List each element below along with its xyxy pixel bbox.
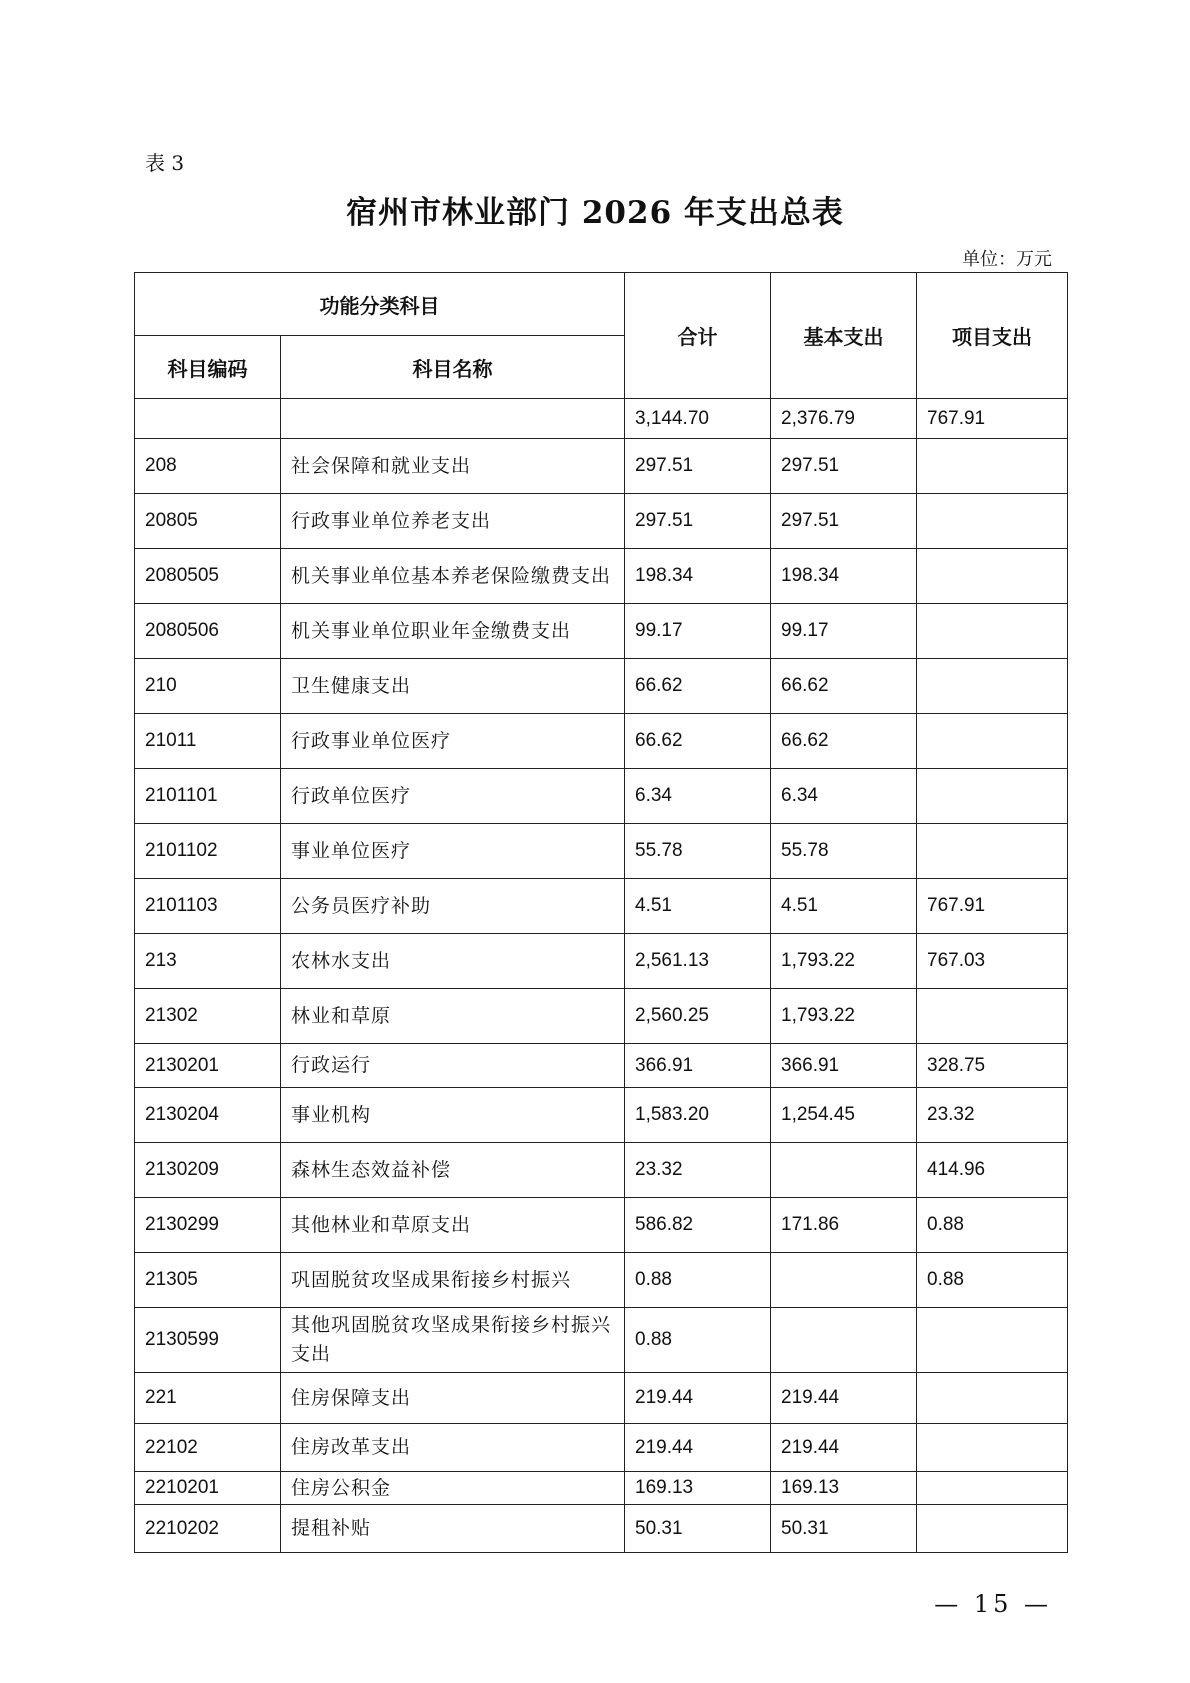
cell-total: 50.31 [625,1505,771,1553]
cell-subject-name: 其他林业和草原支出 [281,1198,625,1253]
cell-project-expenditure: 767.91 [917,879,1068,934]
cell-project-expenditure [917,604,1068,659]
cell-subject-name: 其他巩固脱贫攻坚成果衔接乡村振兴支出 [281,1308,625,1373]
table-row [135,1505,1068,1553]
cell-basic-expenditure: 297.51 [771,494,917,549]
page-number: — 15 — [934,1590,1052,1618]
cell-subject-code: 2130599 [135,1308,281,1373]
cell-project-expenditure: 0.88 [917,1198,1068,1253]
cell-basic-expenditure: 66.62 [771,714,917,769]
cell-total: 99.17 [625,604,771,659]
cell-subject-code: 21302 [135,989,281,1044]
cell-subject-code: 2080505 [135,549,281,604]
cell-subject-code: 208 [135,439,281,494]
cell-total: 366.91 [625,1044,771,1088]
table-row [135,989,1068,1044]
cell-subject-code: 213 [135,934,281,989]
cell-project-expenditure [917,549,1068,604]
cell-total: 297.51 [625,439,771,494]
cell-basic-expenditure: 50.31 [771,1505,917,1553]
table-row [135,1373,1068,1424]
cell-subject-name: 社会保障和就业支出 [281,439,625,494]
cell-total: 219.44 [625,1424,771,1472]
cell-project-expenditure [917,714,1068,769]
table-row [135,769,1068,824]
cell-project-expenditure [917,1373,1068,1424]
table-row [135,604,1068,659]
cell-subject-code: 2130201 [135,1044,281,1088]
table-row [135,439,1068,494]
table-row [135,1198,1068,1253]
table-label: 表 3 [145,151,185,175]
cell-total: 586.82 [625,1198,771,1253]
cell-subject-name: 机关事业单位基本养老保险缴费支出 [281,549,625,604]
cell-total: 297.51 [625,494,771,549]
cell-subject-code: 22102 [135,1424,281,1472]
cell-subject-name: 事业单位医疗 [281,824,625,879]
cell-basic-expenditure: 66.62 [771,659,917,714]
table-row [135,1424,1068,1472]
cell-subject-code: 2130299 [135,1198,281,1253]
cell-subject-code: 2101101 [135,769,281,824]
cell-project-expenditure [917,1308,1068,1373]
cell-subject-code: 210 [135,659,281,714]
cell-subject-code: 21011 [135,714,281,769]
table-body [135,399,1068,1553]
cell-project-expenditure [917,439,1068,494]
cell-total: 66.62 [625,714,771,769]
table-row [135,1308,1068,1373]
cell-total: 219.44 [625,1373,771,1424]
cell-subject-name: 行政事业单位医疗 [281,714,625,769]
cell-basic-expenditure [771,1143,917,1198]
cell-subject-code: 2101103 [135,879,281,934]
cell-project-expenditure [917,1472,1068,1505]
cell-subject-code: 2130204 [135,1088,281,1143]
cell-subject-name: 农林水支出 [281,934,625,989]
cell-total: 4.51 [625,879,771,934]
cell-basic-expenditure [771,1308,917,1373]
cell-subject-code: 2101102 [135,824,281,879]
cell-total: 23.32 [625,1143,771,1198]
cell-total: 169.13 [625,1472,771,1505]
cell-subject-name: 卫生健康支出 [281,659,625,714]
cell-basic-expenditure: 1,793.22 [771,989,917,1044]
cell-total: 2,561.13 [625,934,771,989]
cell-basic-expenditure: 169.13 [771,1472,917,1505]
cell-total: 1,583.20 [625,1088,771,1143]
header-function-category: 功能分类科目 [135,273,625,336]
cell-project-expenditure: 0.88 [917,1253,1068,1308]
cell-subject-name: 提租补贴 [281,1505,625,1553]
header-basic-expenditure: 基本支出 [771,273,917,399]
cell-project-expenditure [917,989,1068,1044]
cell-subject-code [135,399,281,439]
cell-project-expenditure [917,824,1068,879]
cell-basic-expenditure: 55.78 [771,824,917,879]
table-row [135,1088,1068,1143]
cell-total: 66.62 [625,659,771,714]
cell-subject-name: 事业机构 [281,1088,625,1143]
table-row [135,549,1068,604]
cell-basic-expenditure: 297.51 [771,439,917,494]
cell-subject-name: 住房公积金 [281,1472,625,1505]
cell-basic-expenditure: 2,376.79 [771,399,917,439]
cell-basic-expenditure: 219.44 [771,1373,917,1424]
table-row [135,934,1068,989]
cell-total: 0.88 [625,1308,771,1373]
table-row [135,1143,1068,1198]
cell-subject-name: 森林生态效益补偿 [281,1143,625,1198]
cell-basic-expenditure: 171.86 [771,1198,917,1253]
cell-subject-code: 2210201 [135,1472,281,1505]
cell-basic-expenditure: 99.17 [771,604,917,659]
cell-total: 2,560.25 [625,989,771,1044]
cell-subject-name: 住房保障支出 [281,1373,625,1424]
cell-subject-code: 21305 [135,1253,281,1308]
cell-subject-name: 巩固脱贫攻坚成果衔接乡村振兴 [281,1253,625,1308]
cell-project-expenditure: 23.32 [917,1088,1068,1143]
cell-project-expenditure: 414.96 [917,1143,1068,1198]
cell-project-expenditure: 328.75 [917,1044,1068,1088]
cell-total: 198.34 [625,549,771,604]
page-title: 宿州市林业部门 2026 年支出总表 [346,195,844,231]
cell-project-expenditure [917,769,1068,824]
cell-project-expenditure: 767.91 [917,399,1068,439]
table-row [135,494,1068,549]
cell-subject-code: 20805 [135,494,281,549]
cell-subject-code: 2080506 [135,604,281,659]
cell-total: 55.78 [625,824,771,879]
cell-basic-expenditure: 1,793.22 [771,934,917,989]
cell-subject-code: 2210202 [135,1505,281,1553]
header-subject-code: 科目编码 [135,336,281,399]
cell-project-expenditure [917,1505,1068,1553]
cell-subject-name: 林业和草原 [281,989,625,1044]
table-row [135,659,1068,714]
cell-subject-code: 2130209 [135,1143,281,1198]
cell-basic-expenditure: 1,254.45 [771,1088,917,1143]
cell-project-expenditure [917,1424,1068,1472]
cell-total: 0.88 [625,1253,771,1308]
table-row [135,399,1068,439]
header-project-expenditure: 项目支出 [917,273,1068,399]
cell-subject-name [281,399,625,439]
cell-project-expenditure [917,494,1068,549]
cell-total: 3,144.70 [625,399,771,439]
cell-basic-expenditure [771,1253,917,1308]
table-row [135,1044,1068,1088]
cell-total: 6.34 [625,769,771,824]
table-row [135,1253,1068,1308]
cell-subject-name: 住房改革支出 [281,1424,625,1472]
cell-project-expenditure [917,659,1068,714]
expenditure-table [134,272,1068,1553]
table-row [135,879,1068,934]
cell-basic-expenditure: 4.51 [771,879,917,934]
cell-subject-name: 公务员医疗补助 [281,879,625,934]
cell-subject-code: 221 [135,1373,281,1424]
table-row [135,824,1068,879]
table-row [135,714,1068,769]
header-subject-name: 科目名称 [281,336,625,399]
cell-basic-expenditure: 198.34 [771,549,917,604]
cell-project-expenditure: 767.03 [917,934,1068,989]
cell-basic-expenditure: 6.34 [771,769,917,824]
cell-subject-name: 行政单位医疗 [281,769,625,824]
cell-subject-name: 行政运行 [281,1044,625,1088]
cell-subject-name: 行政事业单位养老支出 [281,494,625,549]
cell-basic-expenditure: 366.91 [771,1044,917,1088]
header-total: 合计 [625,273,771,399]
cell-subject-name: 机关事业单位职业年金缴费支出 [281,604,625,659]
cell-basic-expenditure: 219.44 [771,1424,917,1472]
unit-label: 单位：万元 [962,249,1052,270]
table-row [135,1472,1068,1505]
